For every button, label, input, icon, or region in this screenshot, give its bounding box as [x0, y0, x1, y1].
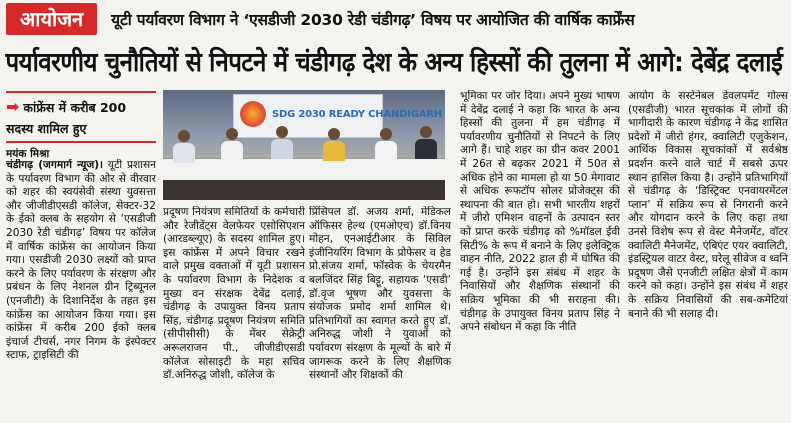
article-column-4: भूमिका पर जोर दिया। अपने मुख्य भाषण में देबेंद्र दलाई ने कहा कि भारत के अन्य हिस्सों की तुलना में हम चंडीगढ़ में पर्यावरणीय चुनौतियों से निपटने के लिए आगे हैं। चाहे शहर का ग्रीन कवर 2001 में 26त से बढ़कर 2021 में 50त से अधिक होने का मामला हो या 50 मेगावाट से अधिक रूफटॉप सोलर प्रोजेक्ट्स की स्थापना की बात हो। सभी भारतीय शहरों में जीरो एमिशन वाहनों के उत्पादन स्तर को प्राप्त करके चंडीगढ़ को %मॉडल ईवी सिटी% के रूप में बनाने के लिए इलेक्ट्रिक वाहन नीति, 2022 हाल ही में घोषित की गई है। उन्होंने इस संबंध में शहर के निवासियों और शैक्षणिक संस्थानों की सक्रिय भूमिका की भी सराहना की। चंडीगढ़ के उपायुक्त विनय प्रताप सिंह ने अपने संबोधन में कहा कि नीति — [460, 90, 620, 334]
speaker-figure — [173, 130, 195, 163]
section-tag: आयोजन — [6, 3, 97, 35]
stage-table — [163, 158, 445, 180]
column-1-text: यूटी प्रशासन के पर्यावरण विभाग की ओर से वीरवार को शहर की स्वयंसेवी संस्था युवसत्ता और जीजीडीएसडी कॉलेज, सेक्टर-32 के ईको क्लब के सहयोग से ‘एसडीजी 2030 रेडी चंडीगढ़’ विषय पर कॉलेज में वार्षिक कांफ्रेंस का आयोजन किया गया। एसडीजी 2030 लक्ष्यों को प्राप्त करने के लिए पर्यावरण के संरक्षण और प्रबंधन के लिए नेशनल ग्रीन ट्रिब्यूनल (एनजीटी) के दिशानिर्देश के तहत इस कांफ्रेंस का आयोजन किया गया। इस कांफ्रेंस में करीब 200 ईको क्लब इंचार्ज टीचर्स, नगर निगम के इंस्पेक्टर स्टाफ, ट्राइसिटी की — [6, 159, 156, 362]
article-column-1 — [6, 159, 156, 423]
byline: मयंक मिश्रा — [6, 148, 50, 160]
kicker-bar — [0, 0, 791, 38]
article-column-3: प्रिंसिपल डॉ. अजय शर्मा, मेडिकल ऑफिसर हेल्थ (एमओएच) डॉ.विनय मोहन, एनआईटीआर के सिविल इंजीनियरिंग विभाग के प्रोफेसर व हेड प्रो.संजय शर्मा, फॉस्वेक के चेयरमैन बलजिंदर सिंह बिट्टू, सहायक ‘एसडी’ डॉ.वृज भूषण और युवसत्ता के संयोजक प्रमोद शर्मा शामिल थे। प्रतिभागियों का स्वागत करते हुए डॉ. अनिरुद्ध जोशी ने युवाओं को पर्यावरण संरक्षण के मूल्यों के बारे में जागरूक करने के लिए शैक्षणिक संस्थानों और शिक्षकों की — [309, 206, 451, 382]
speaker-figure — [271, 126, 293, 159]
speaker-figure — [375, 128, 397, 161]
callout-text: कांफ्रेंस में करीब 200 सदस्य शामिल हुए — [6, 100, 127, 136]
article-column-2: प्रदूषण नियंत्रण समितियों के कर्मचारी और रेजीडेंट्स वेलफेयर एसोसिएशन (आरडब्ल्यूए) के सदस्य शामिल हुए। इस कांफ्रेंस में अपने विचार रखने वाले प्रमुख वक्ताओं में यूटी प्रशासन के पर्यावरण विभाग के निदेशक व मुख्य वन संरक्षक देबेंद्र दलाई, चंडीगढ़ के उपायुक्त विनय प्रताप सिंह, चंडीगढ़ प्रदूषण नियंत्रण समिति (सीपीसीसी) के मेंबर सेक्रेट्री अरूलराजन पी., जीजीडीएसडी कॉलेज सोसाइटी के महा सचिव डॉ.अनिरुद्ध जोशी, कॉलेज के — [163, 206, 305, 382]
dateline: चंडीगढ़ (जगमार्ग न्यूज)। — [6, 159, 104, 171]
speaker-figure — [221, 128, 243, 161]
headline: पर्यावरणीय चुनौतियों से निपटने में चंडीगढ़ देश के अन्य हिस्सों की तुलना में आगे: देबेंद्र दलाई — [5, 47, 783, 78]
speaker-figure — [323, 128, 345, 161]
event-photo — [163, 90, 445, 200]
kicker-text: यूटी पर्यावरण विभाग ने ‘एसडीजी 2030 रेडी चंडीगढ़’ विषय पर आयोजित की वार्षिक कार्फ्रेंस — [111, 11, 635, 29]
stage-front — [163, 180, 445, 200]
callout-box — [6, 91, 156, 143]
event-logo-icon — [240, 101, 266, 127]
article-column-5: आयोग के सस्टेनेबल डेवलपमेंट गोल्स (एसडीजी) भारत सूचकांक में लोगों की भागीदारी के कारण चंडीगढ़ ने केंद्र शासित प्रदेशों में जीरो हंगर, क्वालिटी एजुकेशन, आर्थिक विकास सूचकांकों में सर्वश्रेष्ठ प्रदर्शन करने वाले चार्ट में सबसे ऊपर स्थान हासिल किया है। उन्होंने प्रतिभागियों से चंडीगढ़ के ‘डिस्ट्रिक्ट एनवायरमेंटल प्लान’ में सक्रिय रूप से निगरानी करने और योगदान करने के लिए कहा तथा उनसे विशेष रूप से वेस्ट मैनेजमेंट, वॉटर क्वालिटी मैनेजमेंट, एंबिएंट एयर क्वालिटी, इंडस्ट्रियल वाटर वेस्ट, घरेलू सीवेज व ध्वनि प्रदूषण जैसे एनजीटी लक्षित क्षेत्रों में काम करने को कहा। उन्होंने इस संबंध में शहर के सक्रिय निवासियों की सब-कमेटियां बनाने की भी सलाह दी। — [628, 90, 788, 320]
banner-text: SDG 2030 READY CHANDIGARH — [272, 109, 442, 120]
arrow-right-icon: ➡ — [6, 97, 20, 116]
stage-banner — [233, 94, 442, 138]
speaker-figure — [415, 126, 437, 159]
